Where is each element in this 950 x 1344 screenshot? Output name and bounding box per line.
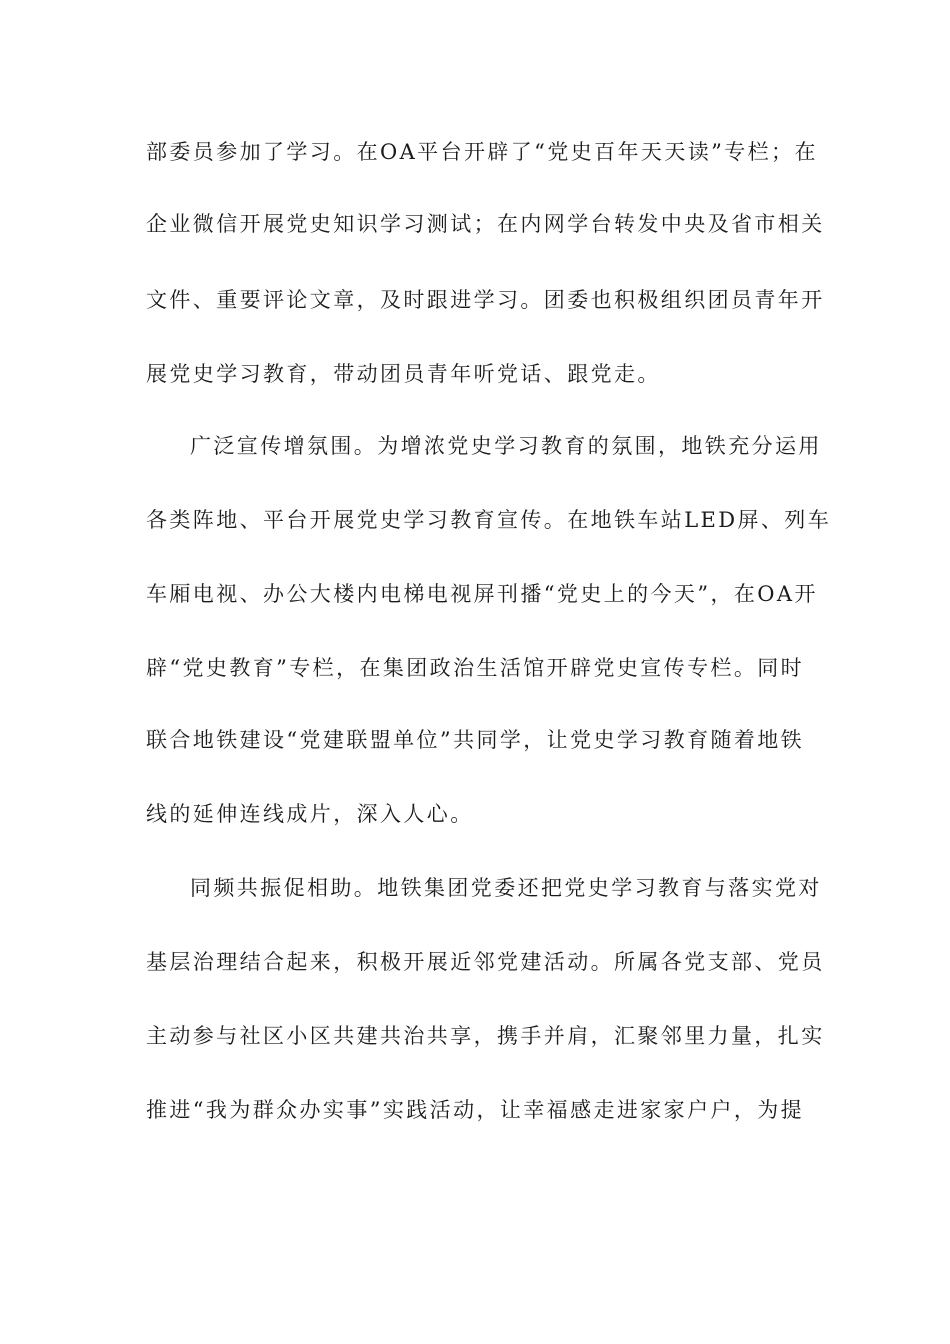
text-line: 部委员参加了学习。在OA平台开辟了“党史百年天天读”专栏；在 <box>146 140 818 164</box>
paragraph-start-line: 同频共振促相助。地铁集团党委还把党史学习教育与落实党对 <box>190 876 822 900</box>
text-line: 各类阵地、平台开展党史学习教育宣传。在地铁车站LED屏、列车 <box>146 508 832 532</box>
text-line: 联合地铁建设“党建联盟单位”共同学，让党史学习教育随着地铁 <box>146 728 805 752</box>
paragraph-start-line: 广泛宣传增氛围。为增浓党史学习教育的氛围，地铁充分运用 <box>190 434 822 458</box>
text-line: 文件、重要评论文章，及时跟进学习。团委也积极组织团员青年开 <box>146 288 825 312</box>
text-line: 展党史学习教育，带动团员青年听党话、跟党走。 <box>146 362 661 386</box>
text-line: 辟“党史教育”专栏，在集团政治生活馆开辟党史宣传专栏。同时 <box>146 656 805 680</box>
text-line: 车厢电视、办公大楼内电梯电视屏刊播“党史上的今天”，在OA开 <box>146 582 818 606</box>
text-line: 主动参与社区小区共建共治共享，携手并肩，汇聚邻里力量，扎实 <box>146 1024 825 1048</box>
text-line: 推进“我为群众办实事”实践活动，让幸福感走进家家户户，为提 <box>146 1098 805 1122</box>
text-line: 基层治理结合起来，积极开展近邻党建活动。所属各党支部、党员 <box>146 950 825 974</box>
text-line: 线的延伸连线成片，深入人心。 <box>146 802 474 826</box>
text-line: 企业微信开展党史知识学习测试；在内网学台转发中央及省市相关 <box>146 212 825 236</box>
